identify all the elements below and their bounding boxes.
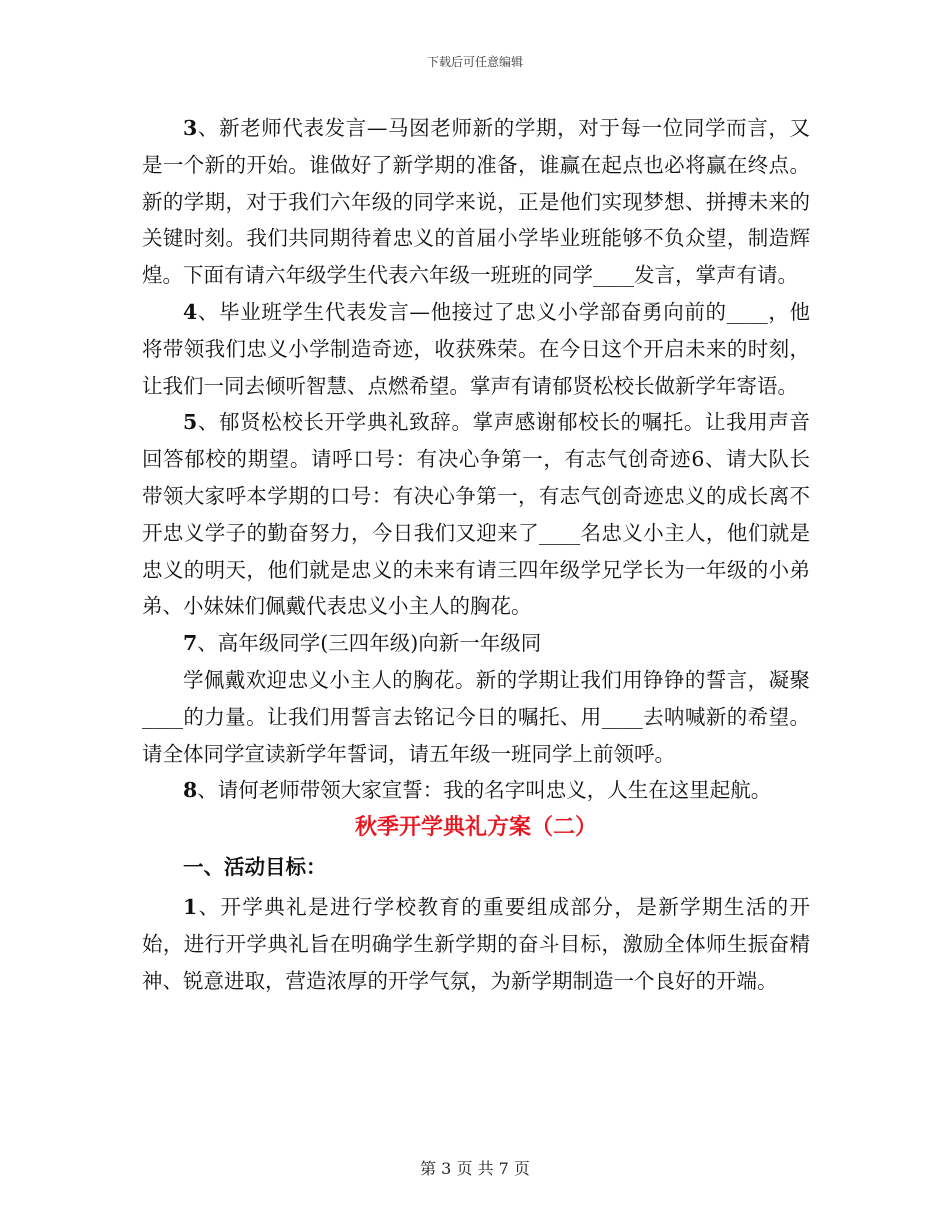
document-body: [142, 110, 810, 1000]
paragraph-text: 、高年级同学(三四年级)向新一年级同: [197, 631, 542, 656]
item-number: 4: [183, 299, 198, 324]
item-number: 1: [183, 895, 198, 920]
paragraph-text: 、请何老师带领大家宣誓：我的名字叫忠义，人生在这里起航。: [197, 778, 772, 803]
goal-paragraph-1: [142, 889, 810, 999]
section-title: 秋季开学典礼方案（二）: [354, 814, 597, 841]
paragraph-text: 、开学典礼是进行学校教育的重要组成部分，是新学期生活的开始，进行开学典礼旨在明确学生新学期的奋斗目标，激励全体师生振奋精神、锐意进取，营造浓厚的开学气氛，为新学期制造一个良好的开端。: [142, 895, 810, 993]
paragraph-7-continued: [142, 662, 810, 772]
item-number: 3: [183, 116, 198, 140]
item-number: 7: [183, 631, 198, 656]
item-number: 5: [183, 410, 198, 435]
paragraph-3: [142, 110, 810, 294]
paragraph-text: 、新老师代表发言—马囡老师新的学期，对于每一位同学而言，又是一个新的开始。谁做好了新学期的准备，谁赢在起点也必将赢在终点。新的学期，对于我们六年级的同学来说，正是他们实现梦想、拼搏未来的关键时刻。我们共同期待着忠义的首届小学毕业班能够不负众望，制造辉煌。下面有请六年级学生代表六年级一班班的同学____发言，掌声有请。: [142, 116, 810, 288]
page-footer: 第 3 页 共 7 页: [420, 1159, 530, 1178]
item-number: 8: [183, 778, 198, 803]
paragraph-text: 学佩戴欢迎忠义小主人的胸花。新的学期让我们用铮铮的誓言，凝聚____的力量。让我们用誓言去铭记今日的嘱托、用____去呐喊新的希望。请全体同学宣读新学年誓词，请五年级一班同学上前领呼。: [142, 667, 810, 766]
paragraph-text: 、郁贤松校长开学典礼致辞。掌声感谢郁校长的嘱托。让我用声音回答郁校的期望。请呼口号：有决心争第一，有志气创奇迹6、请大队长带领大家呼本学期的口号：有决心争第一，有志气创奇迹忠义的成长离不开忠义学子的勤奋努力，今日我们又迎来了____名忠义小主人，他们就是忠义的明天，他们就是忠义的未来有请三四年级学兄学长为一年级的小弟弟、小妹妹们佩戴代表忠义小主人的胸花。: [142, 410, 810, 619]
paragraph-text: 、毕业班学生代表发言—他接过了忠义小学部奋勇向前的____，他将带领我们忠义小学制造奇迹，收获殊荣。在今日这个开启未来的时刻，让我们一同去倾听智慧、点燃希望。掌声有请郁贤松校长做新学年寄语。: [142, 299, 810, 398]
paragraph-7: [142, 625, 810, 662]
paragraph-8: [142, 772, 810, 809]
section-heading: 一、活动目标：: [183, 855, 327, 880]
page-header: 下载后可任意编辑: [426, 55, 523, 69]
paragraph-5: [142, 404, 810, 625]
paragraph-4: [142, 294, 810, 404]
